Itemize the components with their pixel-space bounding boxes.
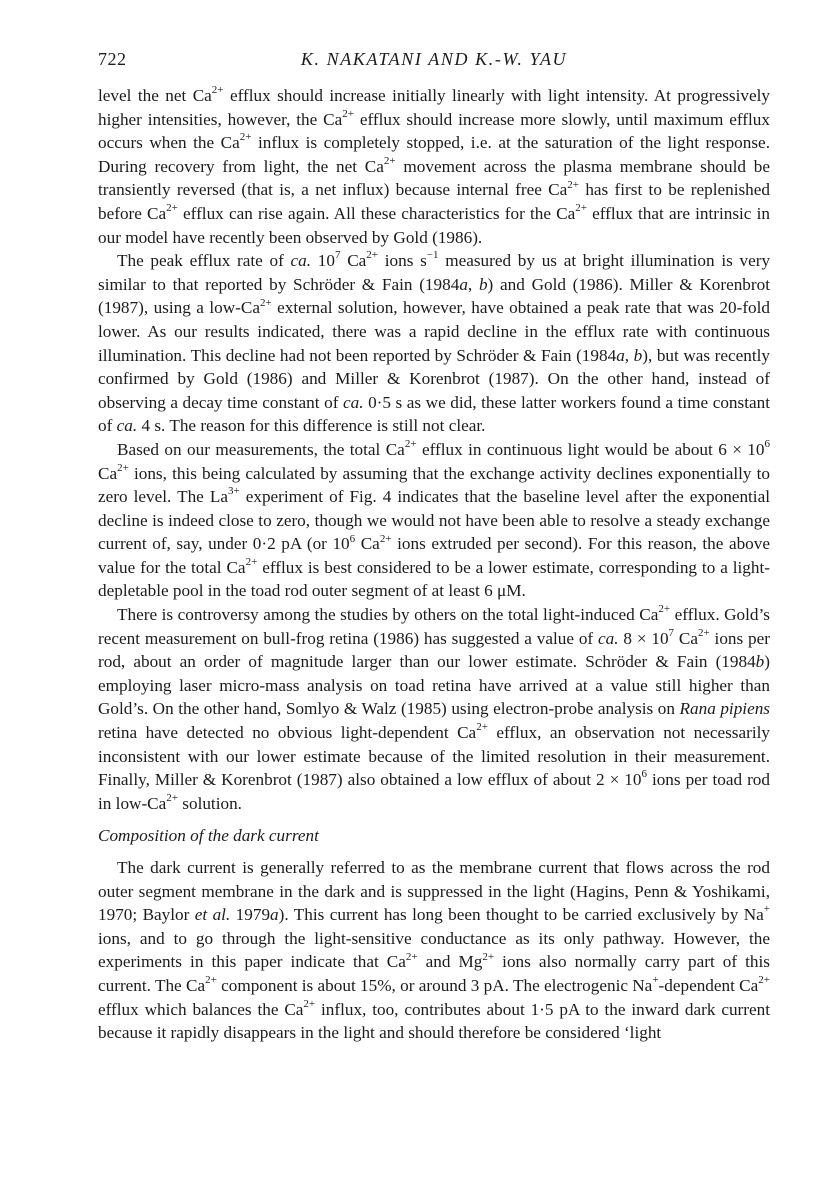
text-run: ca. [116,416,138,436]
text-run: 2+ [245,556,258,569]
text-run: There is controversy among the studies by others on the total light-induced Ca [117,605,659,625]
text-run: 2+ [211,84,224,97]
text-run: efflux in continuous light would be about 6 × 10 [416,439,765,459]
text-run: 0·5 s as we did, these latter workers found a time constant of [98,392,770,436]
text-run: efflux, an observation not necessarily inconsistent with our lower estimate because of the limited resolution in their measurement. Finally, Miller & Korenbrot (1987) also obtained a low efflux of about 2 × 10 [98,723,770,790]
text-run: ions per rod, about an order of magnitude larger than our lower estimate. Schröder & Fain (1984 [98,628,770,672]
text-run: 2+ [482,950,495,963]
paragraph-p1 [98,84,770,249]
text-run: Ca [340,251,367,271]
text-run: influx, too, contributes about 1·5 pA to the inward dark current because it rapidly disappears in the light and should therefore be considered ‘light [98,999,770,1043]
text-run: ca. [598,628,619,648]
text-run: 8 × 10 [618,628,669,648]
text-run: ions also normally carry part of this current. The Ca [98,952,770,995]
text-run: retina have detected no obvious light-dependent Ca [98,723,477,743]
text-run: Ca [98,463,118,483]
text-run: b [633,345,643,365]
text-run: efflux can rise again. All these characteristics for the Ca [177,203,576,223]
text-run: influx is completely stopped, i.e. at the saturation of the light response. During recovery from light, the net Ca [98,133,770,176]
text-run: 2+ [166,202,178,215]
text-run: external solution, however, have obtained a peak rate that was 20-fold lower. As our results indicated, there was a rapid decline in the efflux rate with continuous illumination. This decline had not been reported by Schröder & Fain (1984 [98,298,771,365]
text-run: has first to be replenished before Ca [98,180,770,223]
text-run: 2+ [366,249,379,262]
section-heading: Composition of the dark current [98,826,319,846]
text-run: 1979 [230,905,271,925]
text-run: 2+ [342,107,354,120]
text-run: 6 [349,532,356,545]
text-run: and Mg [417,952,483,972]
text-run: 2+ [476,721,488,734]
body-text-before-heading [98,84,770,815]
text-run: ) employing laser micro-mass analysis on toad retina have arrived at a value still higher than Gold’s. On the other hand, Somlyo & Walz (1985) using electron-probe analysis on [98,652,770,719]
text-run: 2+ [383,155,396,168]
text-run: 6 [764,438,770,451]
journal-page [98,48,770,1045]
text-run: 2+ [575,202,587,215]
text-run: The peak efflux rate of [117,251,291,271]
text-run: et al. [194,905,231,925]
text-run: efflux should increase initially linearly with light intensity. At progressively higher intensities, however, the Ca [98,86,770,129]
text-run: 2+ [404,438,417,451]
text-run: ions, and to go through the light-sensitive conductance as its only pathway. However, the experiments in this paper indicate that Ca [98,928,770,972]
text-run: , [624,345,634,365]
text-run: 2+ [239,131,252,144]
text-run: a [459,274,468,294]
text-run: Based on our measurements, the total Ca [117,439,405,459]
text-run: ca. [290,251,312,271]
text-run: Ca [355,534,380,554]
text-run: ions extruded per second). For this reason, the above value for the total Ca [98,534,771,577]
text-run: level the net Ca [98,86,212,105]
text-run: ions, this being calculated by assuming that the exchange activity declines exponentially to zero level. The La [98,463,770,507]
text-run: ions per toad rod in low-Ca [98,770,770,813]
text-run: Ca [674,628,698,648]
text-run: solution. [177,793,242,813]
text-run: + [763,903,770,916]
text-run: component is about 15%, or around 3 pA. The electrogenic Na [216,975,653,995]
text-run: efflux. Gold’s recent measurement on bull-frog retina (1986) has suggested a value of [98,605,770,648]
text-run: ) and Gold (1986). Miller & Korenbrot (1987), using a low-Ca [98,274,770,318]
text-run: a [616,345,625,365]
text-run: b [755,652,765,672]
text-run: 2+ [658,603,671,616]
text-run: 3+ [227,485,240,498]
text-run: 2+ [117,461,129,474]
text-run: 2+ [758,974,770,987]
text-run: . [521,581,526,601]
text-run: −1 [426,249,439,262]
text-run: The dark current is generally referred to as the membrane current that flows across the rod outer segment membrane in the dark and is suppressed in the light (Hagins, Penn & Yoshikami, 1970; Baylor [98,858,770,925]
text-run: 2+ [697,626,710,639]
paragraph-p2 [98,249,770,438]
text-run: 2+ [379,532,392,545]
running-head: K. NAKATANI AND K.-W. YAU [300,49,568,69]
paragraph-p5 [98,856,770,1045]
text-run: a [270,905,279,925]
page-header [98,48,770,78]
text-run: , [467,274,479,294]
page-number: 722 [98,49,127,69]
text-run: ions s [378,251,427,271]
text-run: efflux should increase more slowly, until maximum efflux occurs when the Ca [98,109,770,153]
text-run: 2+ [303,997,316,1010]
body-text-after-heading [98,856,770,1045]
paragraph-p4 [98,603,770,815]
text-run: efflux that are intrinsic in our model have recently been observed by Gold (1986). [98,203,770,247]
text-run: measured by us at bright illumination is very similar to that reported by Schröder & Fain (1984 [98,251,771,294]
text-run: ca. [342,392,364,412]
text-run: + [652,974,659,987]
text-run: b [478,274,488,294]
text-run: 4 s. The reason for this difference is still not clear. [137,416,486,436]
text-run: 2+ [405,950,418,963]
text-run: 7 [668,626,675,639]
text-run: 2+ [205,974,217,987]
paragraph-p3 [98,438,770,603]
text-run: 2+ [259,296,272,309]
text-run: 6 [641,768,647,781]
text-run: 10 [311,251,335,271]
text-run: Rana pipiens [679,699,770,719]
text-run: experiment of Fig. 4 indicates that the baseline level after the exponential decline is indeed close to zero, though we would not have been able to resolve a steady exchange current of, say, under 0·2 pA (or 10 [98,487,770,554]
text-run: M [506,581,522,601]
text-run: ), but was recently confirmed by Gold (1986) and Miller & Korenbrot (1987). On the other hand, instead of observing a decay time constant of [98,345,771,412]
text-run: 2+ [567,178,579,191]
text-run: 7 [334,249,341,262]
text-run: 2+ [166,792,178,805]
text-run: efflux is best considered to be a lower estimate, corresponding to a light-depletable pool in the toad rod outer segment of at least 6 μ [98,557,770,601]
text-run: movement across the plasma membrane should be transiently reversed (that is, a net influx) because internal free Ca [98,156,770,200]
text-run: efflux which balances the Ca [98,999,304,1019]
text-run: ). This current has long been thought to be carried exclusively by Na [278,905,764,925]
text-run: -dependent Ca [658,975,759,995]
